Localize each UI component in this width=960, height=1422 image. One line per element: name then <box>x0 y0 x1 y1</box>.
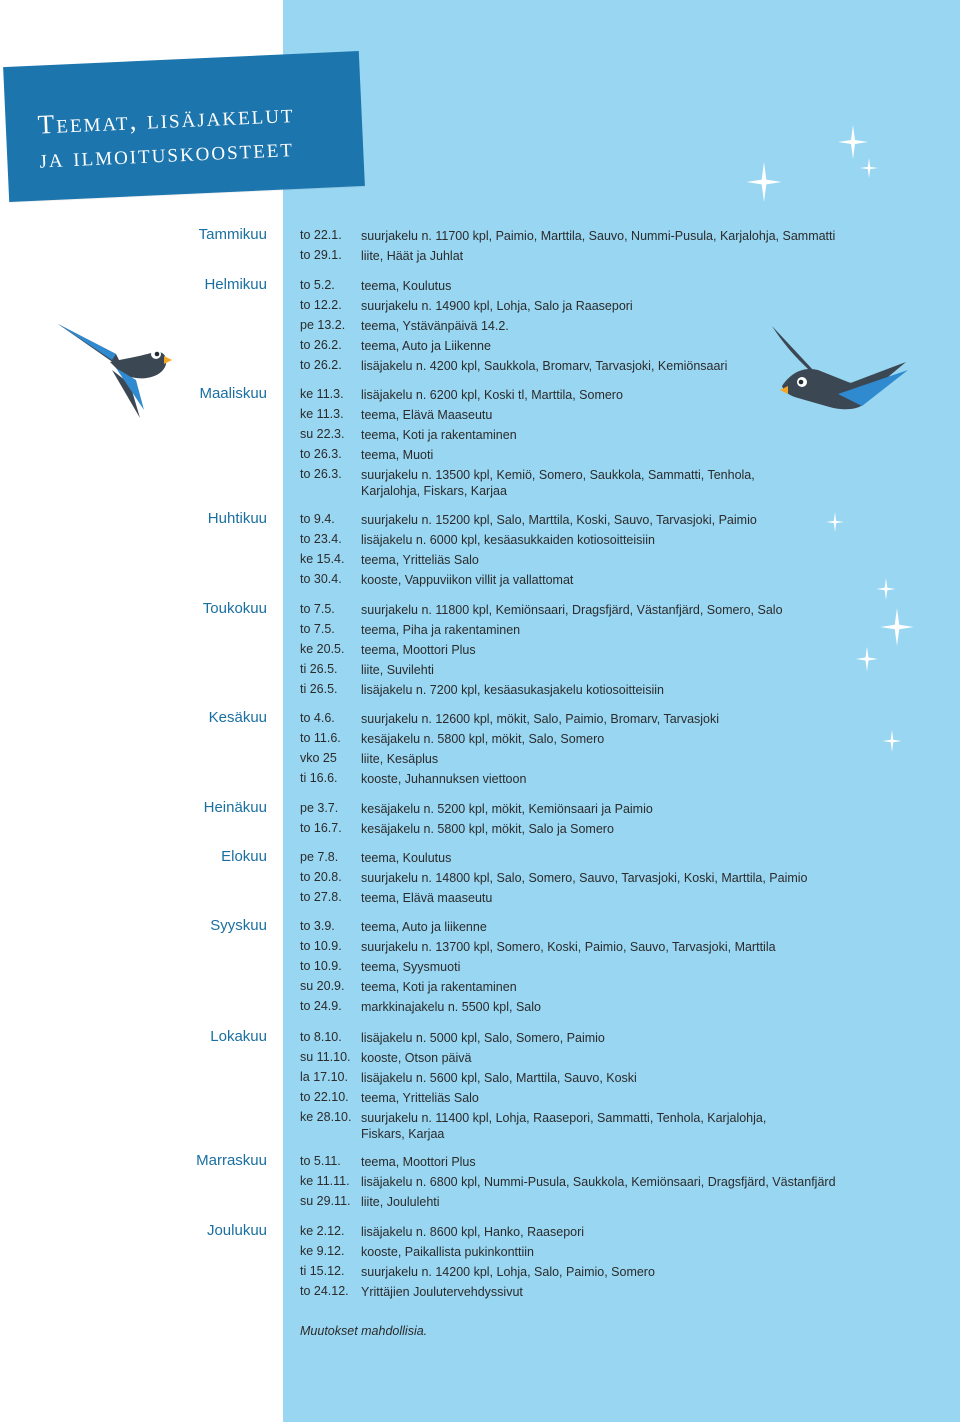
entry-date: pe 7.8. <box>300 850 339 864</box>
entry-date: ke 28.10. <box>300 1110 352 1124</box>
entry-description: liite, Suvilehti <box>361 663 434 677</box>
entry-date: ke 20.5. <box>300 642 345 656</box>
entry-date: to 9.4. <box>300 512 335 526</box>
entry-description: suurjakelu n. 14200 kpl, Lohja, Salo, Paimio, Somero <box>361 1265 655 1279</box>
month-label: Toukokuu <box>202 600 267 617</box>
swallow-left-icon <box>50 318 180 423</box>
entry-date: to 8.10. <box>300 1030 342 1044</box>
entry-date: ke 9.12. <box>300 1244 345 1258</box>
entry-description: kesäjakelu n. 5800 kpl, mökit, Salo ja Somero <box>361 822 614 836</box>
entry-description: teema, Syysmuoti <box>361 960 461 974</box>
month-label: Helmikuu <box>204 276 267 293</box>
entry-description: teema, Koti ja rakentaminen <box>361 428 517 442</box>
entry-date: su 20.9. <box>300 979 345 993</box>
entry-date: ke 2.12. <box>300 1224 345 1238</box>
entry-date: su 11.10. <box>300 1050 351 1064</box>
entry-date: to 26.3. <box>300 447 342 461</box>
month-label: Elokuu <box>221 848 267 865</box>
entry-date: to 10.9. <box>300 959 342 973</box>
entry-description: lisäjakelu n. 7200 kpl, kesäasukasjakelu kotiosoitteisiin <box>361 683 664 697</box>
month-label: Joulukuu <box>206 1222 267 1239</box>
entry-description: kesäjakelu n. 5200 kpl, mökit, Kemiönsaari ja Paimio <box>361 802 653 816</box>
entry-date: to 7.5. <box>300 622 335 636</box>
entry-date: to 16.7. <box>300 821 342 835</box>
entry-description: teema, Muoti <box>361 448 434 462</box>
entry-date: to 10.9. <box>300 939 342 953</box>
entry-description: kooste, Paikallista pukinkonttiin <box>361 1245 535 1259</box>
entry-date: su 22.3. <box>300 427 345 441</box>
entry-date: pe 13.2. <box>300 318 346 332</box>
entry-date: ke 11.11. <box>300 1174 350 1188</box>
entry-description: teema, Koulutus <box>361 851 452 865</box>
entry-date: ti 26.5. <box>300 682 338 696</box>
entry-description: kooste, Juhannuksen viettoon <box>361 772 527 786</box>
entry-date: to 23.4. <box>300 532 342 546</box>
entry-date: to 5.2. <box>300 278 335 292</box>
month-label: Heinäkuu <box>203 799 267 816</box>
entry-date: to 26.2. <box>300 338 342 352</box>
month-label: Syyskuu <box>210 917 267 934</box>
entry-description: suurjakelu n. 11400 kpl, Lohja, Raasepori, Sammatti, Tenhola, Karjalohja, Fiskars, Karjaa <box>361 1111 767 1141</box>
sparkle-icon <box>838 125 868 159</box>
entry-description: lisäjakelu n. 4200 kpl, Saukkola, Bromarv, Tarvasjoki, Kemiönsaari <box>361 359 728 373</box>
entry-description: suurjakelu n. 13700 kpl, Somero, Koski, Paimio, Sauvo, Tarvasjoki, Marttila <box>361 940 776 954</box>
entry-description: teema, Moottori Plus <box>361 1155 476 1169</box>
entry-date: su 29.11. <box>300 1194 351 1208</box>
entry-date: la 17.10. <box>300 1070 348 1084</box>
sparkle-icon <box>860 158 878 178</box>
entry-description: lisäjakelu n. 5600 kpl, Salo, Marttila, Sauvo, Koski <box>361 1071 637 1085</box>
entry-date: to 27.8. <box>300 890 342 904</box>
entry-date: to 20.8. <box>300 870 342 884</box>
entry-description: lisäjakelu n. 6200 kpl, Koski tl, Marttila, Somero <box>361 388 623 402</box>
entry-description: teema, Elävä Maaseutu <box>361 408 493 422</box>
entry-description: liite, Joululehti <box>361 1195 440 1209</box>
page-title-line1: Teemat, lisäjakelut <box>37 97 296 140</box>
month-label: Lokakuu <box>210 1028 267 1045</box>
entry-description: markkinajakelu n. 5500 kpl, Salo <box>361 1000 541 1014</box>
month-label: Maaliskuu <box>199 385 267 402</box>
entry-description: suurjakelu n. 15200 kpl, Salo, Marttila, Koski, Sauvo, Tarvasjoki, Paimio <box>361 513 757 527</box>
entry-description: teema, Yritteliäs Salo <box>361 1091 479 1105</box>
entry-date: ke 11.3. <box>300 407 344 421</box>
entry-description: lisäjakelu n. 6000 kpl, kesäasukkaiden kotiosoitteisiin <box>361 533 655 547</box>
entry-date: to 24.9. <box>300 999 342 1013</box>
entry-description: liite, Häät ja Juhlat <box>361 249 464 263</box>
entry-date: to 11.6. <box>300 731 341 745</box>
entry-description: suurjakelu n. 12600 kpl, mökit, Salo, Paimio, Bromarv, Tarvasjoki <box>361 712 720 726</box>
month-label: Huhtikuu <box>207 510 267 527</box>
sparkle-icon <box>746 162 782 202</box>
entry-date: ti 16.6. <box>300 771 338 785</box>
entry-description: suurjakelu n. 14800 kpl, Salo, Somero, Sauvo, Tarvasjoki, Koski, Marttila, Paimio <box>361 871 808 885</box>
month-label: Kesäkuu <box>208 709 267 726</box>
month-label: Tammikuu <box>198 226 267 243</box>
entry-date: to 29.1. <box>300 248 342 262</box>
entry-date: to 12.2. <box>300 298 342 312</box>
footer-note: Muutokset mahdollisia. <box>300 1324 428 1338</box>
entry-date: ke 15.4. <box>300 552 345 566</box>
entry-date: to 26.3. <box>300 467 342 481</box>
month-label: Marraskuu <box>196 1152 267 1169</box>
entry-description: liite, Kesäplus <box>361 752 439 766</box>
entry-date: ti 26.5. <box>300 662 338 676</box>
entry-date: to 4.6. <box>300 711 335 725</box>
entry-description: teema, Koti ja rakentaminen <box>361 980 517 994</box>
entry-description: suurjakelu n. 13500 kpl, Kemiö, Somero, Saukkola, Sammatti, Tenhola, Karjalohja, Fiskars, Karjaa <box>361 468 755 498</box>
entry-description: lisäjakelu n. 5000 kpl, Salo, Somero, Paimio <box>361 1031 605 1045</box>
entry-date: ke 11.3. <box>300 387 344 401</box>
title-banner <box>3 51 365 202</box>
entry-date: ti 15.12. <box>300 1264 345 1278</box>
entry-description: teema, Yritteliäs Salo <box>361 553 479 567</box>
entry-description: Yrittäjien Joulutervehdyssivut <box>361 1285 523 1299</box>
entry-date: to 30.4. <box>300 572 342 586</box>
entry-date: to 26.2. <box>300 358 342 372</box>
entry-description: teema, Piha ja rakentaminen <box>361 623 521 637</box>
entry-description: suurjakelu n. 14900 kpl, Lohja, Salo ja Raasepori <box>361 299 633 313</box>
entry-date: to 22.10. <box>300 1090 349 1104</box>
entry-description: lisäjakelu n. 6800 kpl, Nummi-Pusula, Saukkola, Kemiönsaari, Dragsfjärd, Västanfjärd <box>361 1175 836 1189</box>
entry-description: teema, Elävä maaseutu <box>361 891 493 905</box>
entry-description: suurjakelu n. 11800 kpl, Kemiönsaari, Dragsfjärd, Västanfjärd, Somero, Salo <box>361 603 783 617</box>
entry-date: to 22.1. <box>300 228 342 242</box>
entry-description: kesäjakelu n. 5800 kpl, mökit, Salo, Somero <box>361 732 605 746</box>
entry-date: to 24.12. <box>300 1284 349 1298</box>
entry-description: kooste, Vappuviikon villit ja vallattomat <box>361 573 574 587</box>
entry-description: teema, Koulutus <box>361 279 452 293</box>
entry-description: teema, Auto ja Liikenne <box>361 339 491 353</box>
entry-date: to 7.5. <box>300 602 335 616</box>
page-title-line2: ja ilmoituskoosteet <box>38 132 295 174</box>
entry-description: teema, Auto ja liikenne <box>361 920 487 934</box>
entry-description: teema, Moottori Plus <box>361 643 476 657</box>
entry-date: pe 3.7. <box>300 801 339 815</box>
entry-description: kooste, Otson päivä <box>361 1051 472 1065</box>
entry-date: vko 25 <box>300 751 337 765</box>
entry-description: teema, Ystävänpäivä 14.2. <box>361 319 509 333</box>
entry-date: to 5.11. <box>300 1154 341 1168</box>
entry-description: lisäjakelu n. 8600 kpl, Hanko, Raasepori <box>361 1225 585 1239</box>
entry-date: to 3.9. <box>300 919 335 933</box>
entry-description: suurjakelu n. 11700 kpl, Paimio, Marttila, Sauvo, Nummi-Pusula, Karjalohja, Sammatti <box>361 229 836 243</box>
